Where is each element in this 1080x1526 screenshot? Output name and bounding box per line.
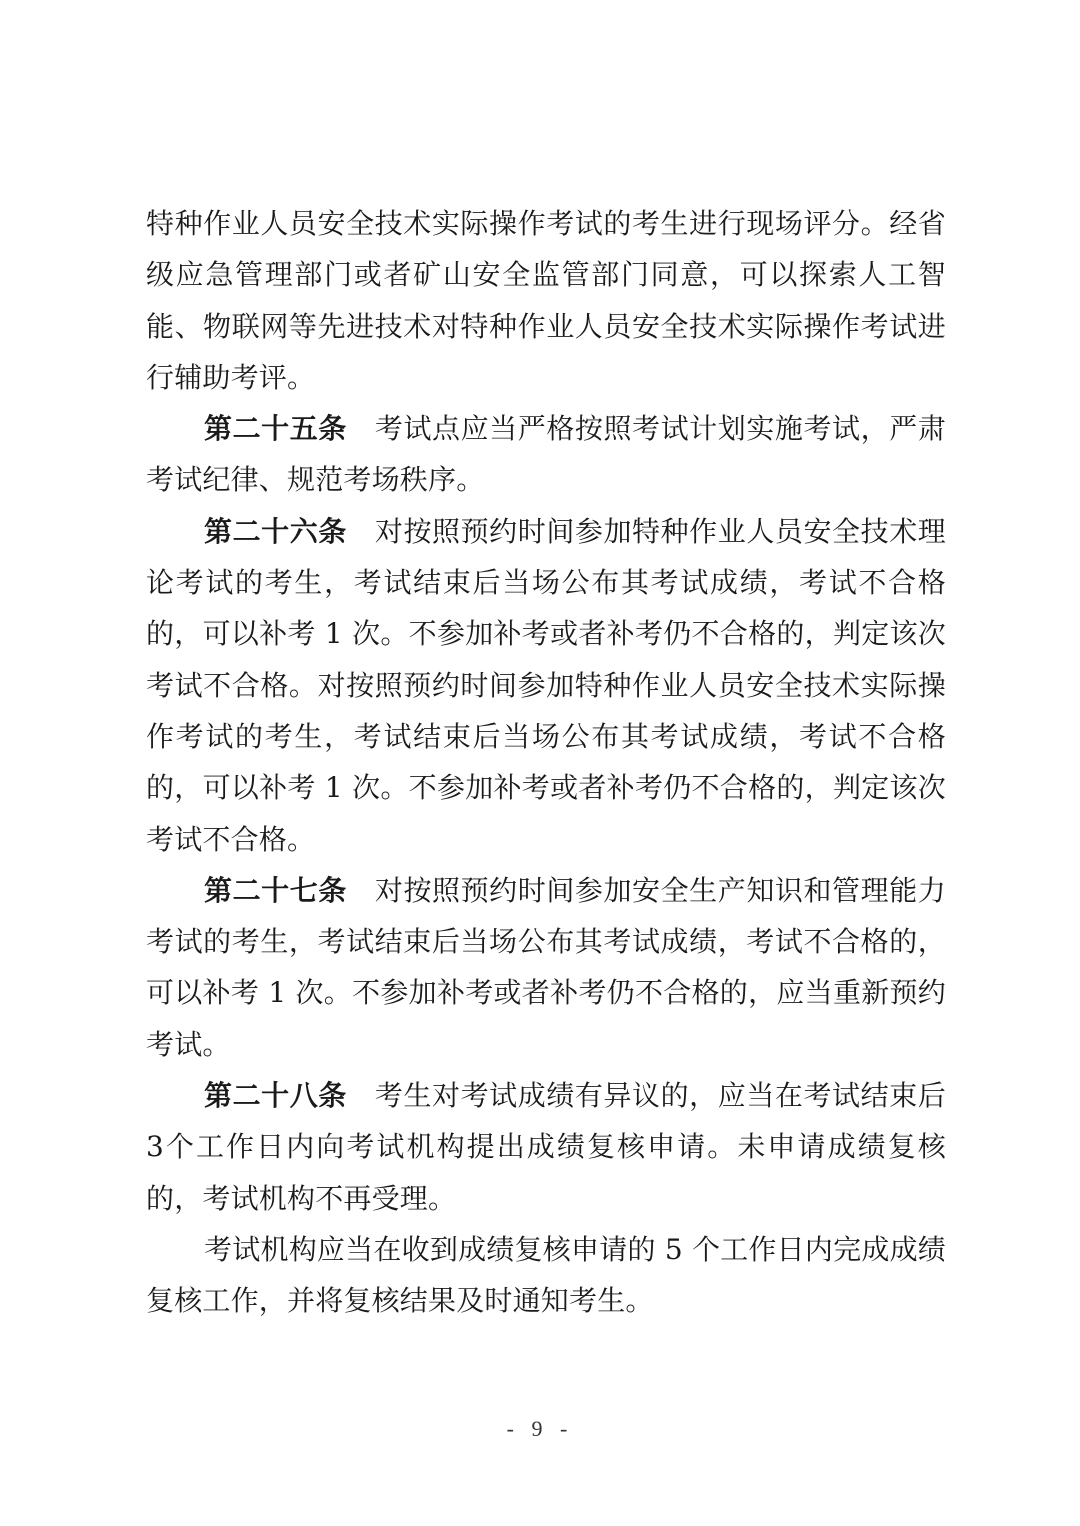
article-number: 第二十七条 bbox=[204, 873, 347, 907]
article-28 bbox=[146, 1070, 946, 1224]
paragraph-text: 考试机构应当在收到成绩复核申请的 5 个工作日内完成成绩复核工作，并将复核结果及时通知考生。 bbox=[146, 1232, 946, 1318]
paragraph-text: 对按照预约时间参加安全生产知识和管理能力考试的考生，考试结束后当场公布其考试成绩，考试不合格的，可以补考 1 次。不参加补考或者补考仍不合格的，应当重新预约考试。 bbox=[146, 873, 946, 1061]
paragraph-continuation bbox=[146, 198, 946, 403]
article-number: 第二十六条 bbox=[204, 514, 347, 548]
document-body bbox=[146, 198, 946, 1327]
article-25 bbox=[146, 403, 946, 506]
article-number: 第二十八条 bbox=[204, 1079, 347, 1113]
article-28-clause-2 bbox=[146, 1224, 946, 1327]
article-26 bbox=[146, 506, 946, 865]
article-27 bbox=[146, 865, 946, 1070]
paragraph-text: 对按照预约时间参加特种作业人员安全技术理论考试的考生，考试结束后当场公布其考试成绩，考试不合格的，可以补考 1 次。不参加补考或者补考仍不合格的，判定该次考试不合格。对按照预约时间参加特种作业人员安全技术实际操作考试的考生，考试结束后当场公布其考试成绩，考试不合格的，可以补考 1 次。不参加补考或者补考仍不合格的，判定该次考试不合格。 bbox=[146, 514, 946, 856]
paragraph-text: 考生对考试成绩有异议的，应当在考试结束后3个工作日内向考试机构提出成绩复核申请。未申请成绩复核的，考试机构不再受理。 bbox=[146, 1079, 946, 1215]
page-number: - 9 - bbox=[506, 1416, 574, 1441]
paragraph-text: 特种作业人员安全技术实际操作考试的考生进行现场评分。经省级应急管理部门或者矿山安全监管部门同意，可以探索人工智能、物联网等先进技术对特种作业人员安全技术实际操作考试进行辅助考评。 bbox=[146, 207, 946, 394]
article-number: 第二十五条 bbox=[204, 412, 347, 446]
paragraph-text: 考试点应当严格按照考试计划实施考试，严肃考试纪律、规范考场秩序。 bbox=[146, 412, 946, 497]
